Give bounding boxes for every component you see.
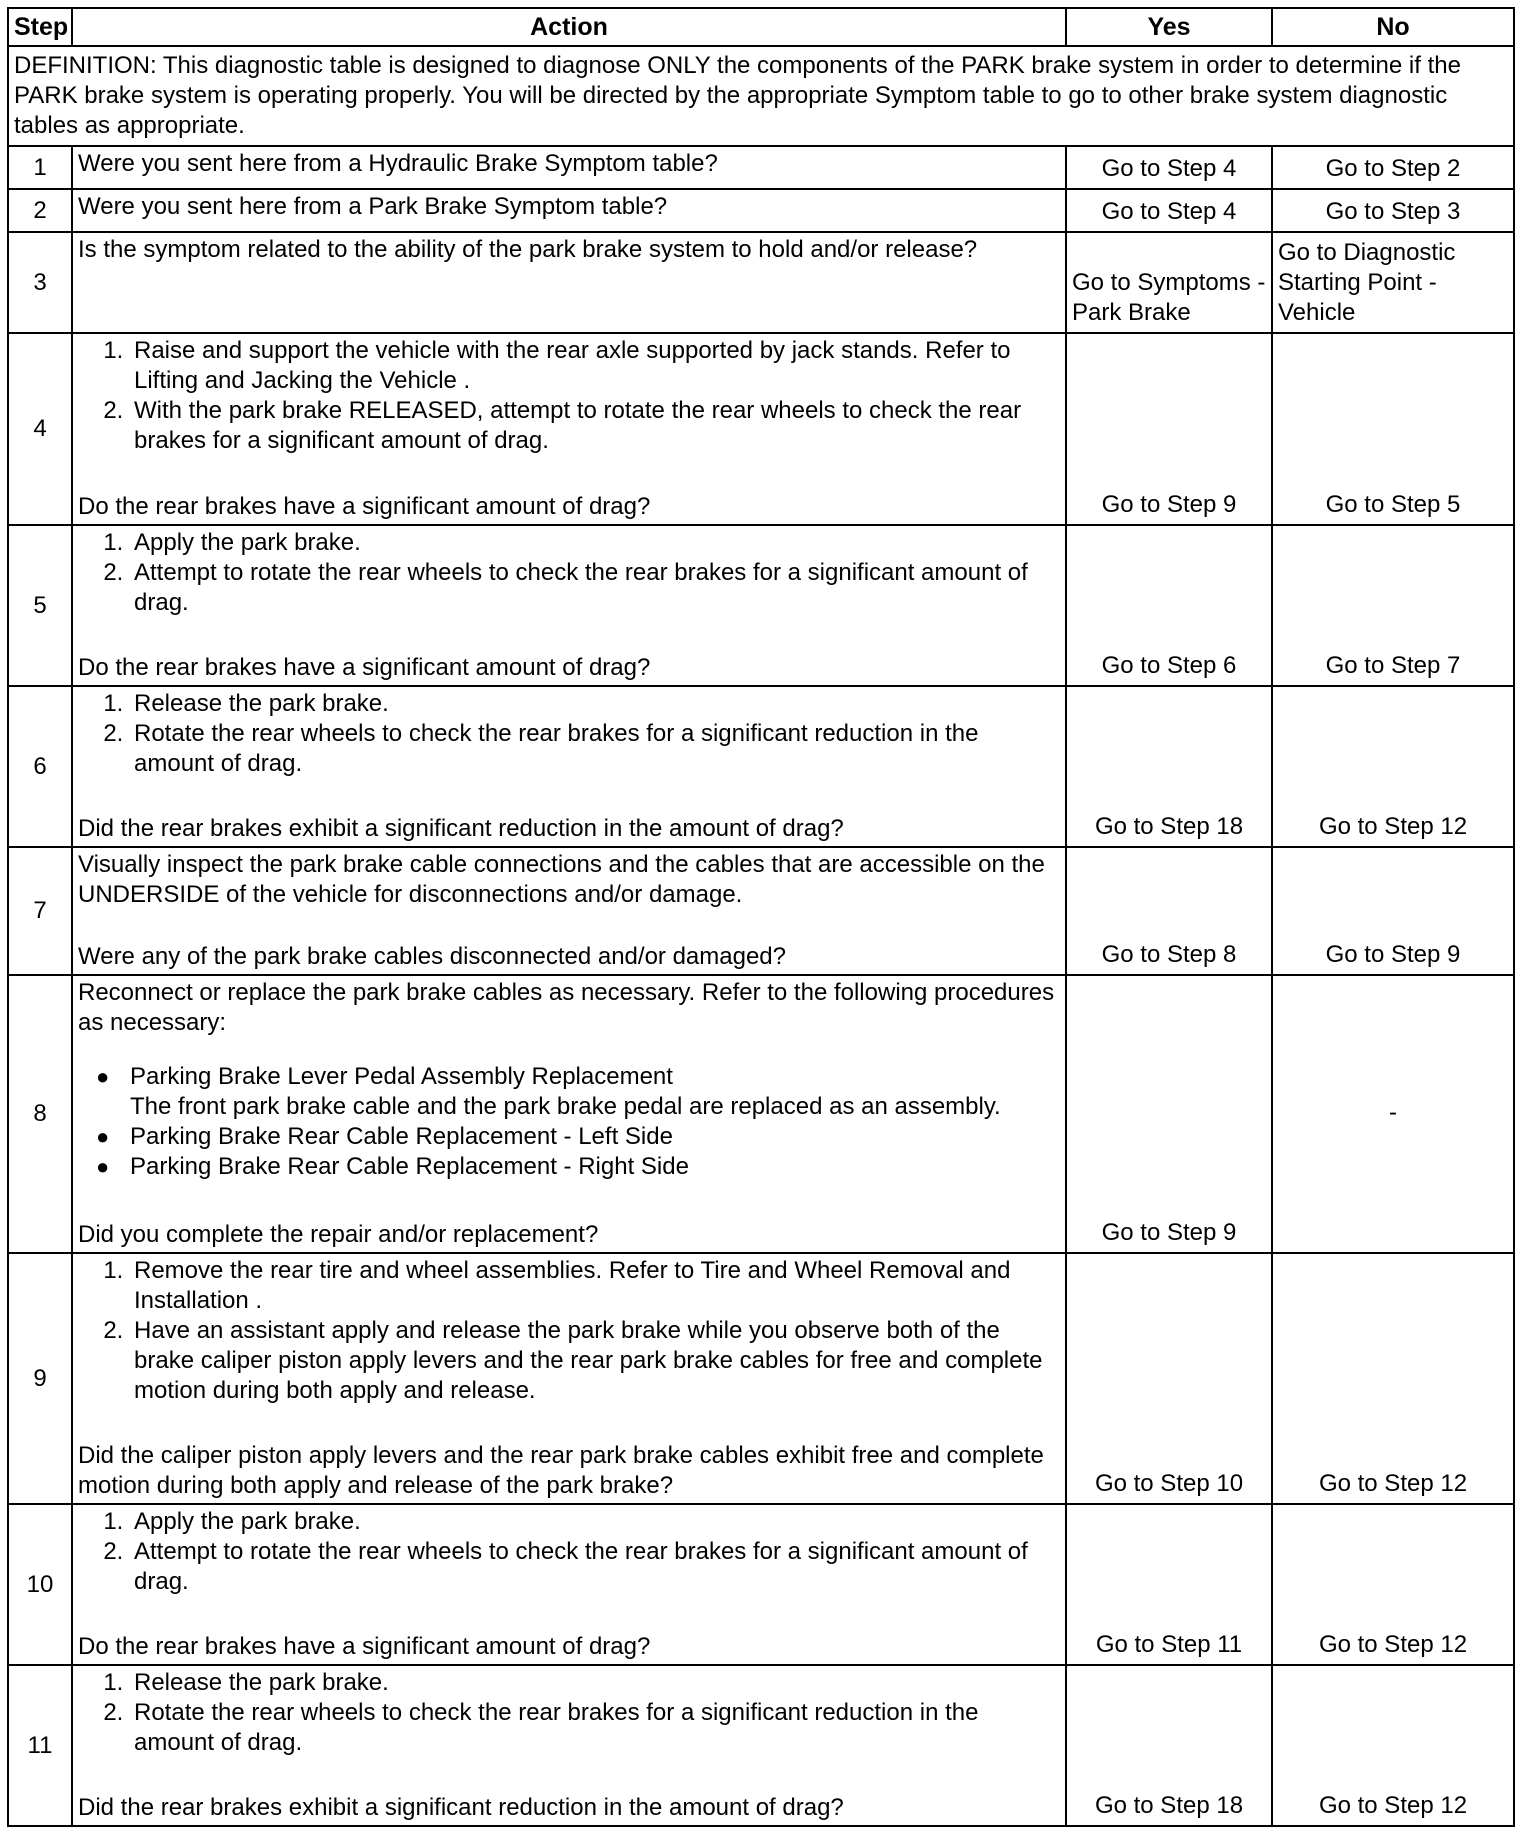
action-instructions [78,235,1060,265]
step-number: 10 [8,1504,72,1665]
step-number: 4 [8,333,72,525]
action-cell [72,847,1066,975]
action-cell [72,686,1066,847]
yes-outcome: Go to Symptoms - Park Brake [1066,232,1272,333]
no-outcome: Go to Step 2 [1272,146,1514,189]
action-instructions [78,1668,1060,1758]
action-instructions [78,1507,1060,1597]
action-instructions [78,149,1060,179]
list-item: 2. With the park brake RELEASED, attempt to rotate the rear wheels to check the rear brakes for a significant amount of drag. [130,396,1060,456]
table-row [8,146,1514,189]
action-content [78,850,1060,972]
no-outcome: Go to Step 12 [1272,1253,1514,1504]
yes-outcome: Go to Step 11 [1066,1504,1272,1665]
action-text: Visually inspect the park brake cable connections and the cables that are accessible on the UNDERSIDE of the vehicle for disconnections and/or damage. [78,851,1045,908]
yes-outcome: Go to Step 9 [1066,975,1272,1253]
action-cell [72,333,1066,525]
table-row [8,1253,1514,1504]
action-instructions [78,192,1060,222]
action-content [78,149,1060,186]
yes-header: Yes [1066,8,1272,46]
action-question: Do the rear brakes have a significant amount of drag? [78,493,651,520]
procedure-note: The front park brake cable and the park brake pedal are replaced as an assembly. [130,1093,1001,1120]
step-number: 8 [8,975,72,1253]
no-outcome: Go to Step 3 [1272,189,1514,232]
table-row [8,525,1514,686]
definition-text: DEFINITION: This diagnostic table is designed to diagnose ONLY the components of the PARK brake system in order to determine if the PARK brake system is operating properly. You will be directed by the appropriate Symptom table to go to other brake system diagnostic tables as appropriate. [8,46,1514,146]
action-cell [72,189,1066,232]
action-steps-list [78,336,1060,456]
action-header: Action [72,8,1066,46]
table-row [8,189,1514,232]
action-content [78,235,1060,330]
table-row [8,1504,1514,1665]
action-content [78,1507,1060,1662]
list-item: 2. Rotate the rear wheels to check the rear brakes for a significant reduction in the amount of drag. [130,1698,1060,1758]
step-number: 11 [8,1665,72,1826]
diagnostic-table [7,7,1515,1827]
action-content [78,1256,1060,1501]
yes-outcome: Go to Step 8 [1066,847,1272,975]
action-text: Were you sent here from a Park Brake Symptom table? [78,193,668,220]
list-item: 1. Release the park brake. [130,689,1060,719]
definition-row [8,46,1514,146]
no-outcome: Go to Diagnostic Starting Point - Vehicle [1272,232,1514,333]
action-content [78,978,1060,1250]
yes-outcome: Go to Step 4 [1066,146,1272,189]
table-row [8,847,1514,975]
procedure-item [130,1122,1060,1152]
yes-outcome: Go to Step 18 [1066,686,1272,847]
yes-outcome: Go to Step 10 [1066,1253,1272,1504]
no-outcome: Go to Step 5 [1272,333,1514,525]
no-outcome: Go to Step 9 [1272,847,1514,975]
step-number: 1 [8,146,72,189]
procedure-list [78,1062,1060,1182]
procedure-link[interactable]: ● Parking Brake Rear Cable Replacement - Right Side [130,1153,689,1180]
action-instructions [78,528,1060,618]
action-instructions [78,689,1060,779]
no-outcome: Go to Step 12 [1272,1504,1514,1665]
action-cell [72,1253,1066,1504]
step-number: 7 [8,847,72,975]
action-instructions [78,1256,1060,1406]
no-outcome: - [1272,975,1514,1253]
action-cell [72,525,1066,686]
procedure-link[interactable]: ● Parking Brake Rear Cable Replacement - Left Side [130,1123,673,1150]
no-outcome: Go to Step 12 [1272,1665,1514,1826]
procedure-link[interactable]: ● Parking Brake Lever Pedal Assembly Replacement [130,1063,673,1090]
list-item: 1. Release the park brake. [130,1668,1060,1698]
step-header: Step [8,8,72,46]
no-outcome: Go to Step 7 [1272,525,1514,686]
table-row [8,333,1514,525]
action-question: Did the caliper piston apply levers and the rear park brake cables exhibit free and complete motion during both apply and release of the park brake? [78,1442,1044,1499]
list-item: 2. Have an assistant apply and release the park brake while you observe both of the brake caliper piston apply levers and the rear park brake cables for free and complete motion during both apply and release. [130,1316,1060,1406]
procedure-item [130,1062,1060,1122]
action-steps-list [78,689,1060,779]
action-cell [72,975,1066,1253]
action-content [78,1668,1060,1823]
action-steps-list [78,1256,1060,1406]
list-item: 2. Attempt to rotate the rear wheels to check the rear brakes for a significant amount of drag. [130,1537,1060,1597]
action-content [78,336,1060,522]
yes-outcome: Go to Step 6 [1066,525,1272,686]
action-steps-list [78,1668,1060,1758]
list-item: 2. Rotate the rear wheels to check the rear brakes for a significant reduction in the amount of drag. [130,719,1060,779]
action-question: Did the rear brakes exhibit a significant reduction in the amount of drag? [78,1794,844,1821]
no-outcome: Go to Step 12 [1272,686,1514,847]
action-content [78,528,1060,683]
step-number: 2 [8,189,72,232]
step-number: 5 [8,525,72,686]
step-number: 3 [8,232,72,333]
yes-outcome: Go to Step 9 [1066,333,1272,525]
table-row [8,232,1514,333]
list-item: 1. Raise and support the vehicle with the rear axle supported by jack stands. Refer to Lifting and Jacking the Vehicle . [130,336,1060,396]
action-cell [72,1504,1066,1665]
yes-outcome: Go to Step 4 [1066,189,1272,232]
table-row [8,1665,1514,1826]
step-number: 9 [8,1253,72,1504]
action-question: Did the rear brakes exhibit a significant reduction in the amount of drag? [78,815,844,842]
action-instructions [78,850,1060,910]
action-content [78,689,1060,844]
action-cell [72,146,1066,189]
action-text: Were you sent here from a Hydraulic Brake Symptom table? [78,150,718,177]
action-text: Reconnect or replace the park brake cables as necessary. Refer to the following procedures as necessary: [78,979,1055,1036]
action-question: Do the rear brakes have a significant amount of drag? [78,654,651,681]
list-item: 1. Remove the rear tire and wheel assemblies. Refer to Tire and Wheel Removal and Installation . [130,1256,1060,1316]
no-header: No [1272,8,1514,46]
yes-outcome: Go to Step 18 [1066,1665,1272,1826]
action-question: Do the rear brakes have a significant amount of drag? [78,1633,651,1660]
action-question: Did you complete the repair and/or replacement? [78,1221,599,1248]
action-steps-list [78,528,1060,618]
action-instructions [78,336,1060,456]
action-cell [72,1665,1066,1826]
procedure-item [130,1152,1060,1182]
list-item: 2. Attempt to rotate the rear wheels to check the rear brakes for a significant amount of drag. [130,558,1060,618]
list-item: 1. Apply the park brake. [130,1507,1060,1537]
table-body [8,46,1514,1826]
action-cell [72,232,1066,333]
action-question: Were any of the park brake cables disconnected and/or damaged? [78,943,786,970]
action-content [78,192,1060,229]
action-text: Is the symptom related to the ability of the park brake system to hold and/or release? [78,236,978,263]
action-steps-list [78,1507,1060,1597]
list-item: 1. Apply the park brake. [130,528,1060,558]
header-row [8,8,1514,46]
table-row [8,686,1514,847]
table-row [8,975,1514,1253]
step-number: 6 [8,686,72,847]
action-instructions [78,978,1060,1182]
